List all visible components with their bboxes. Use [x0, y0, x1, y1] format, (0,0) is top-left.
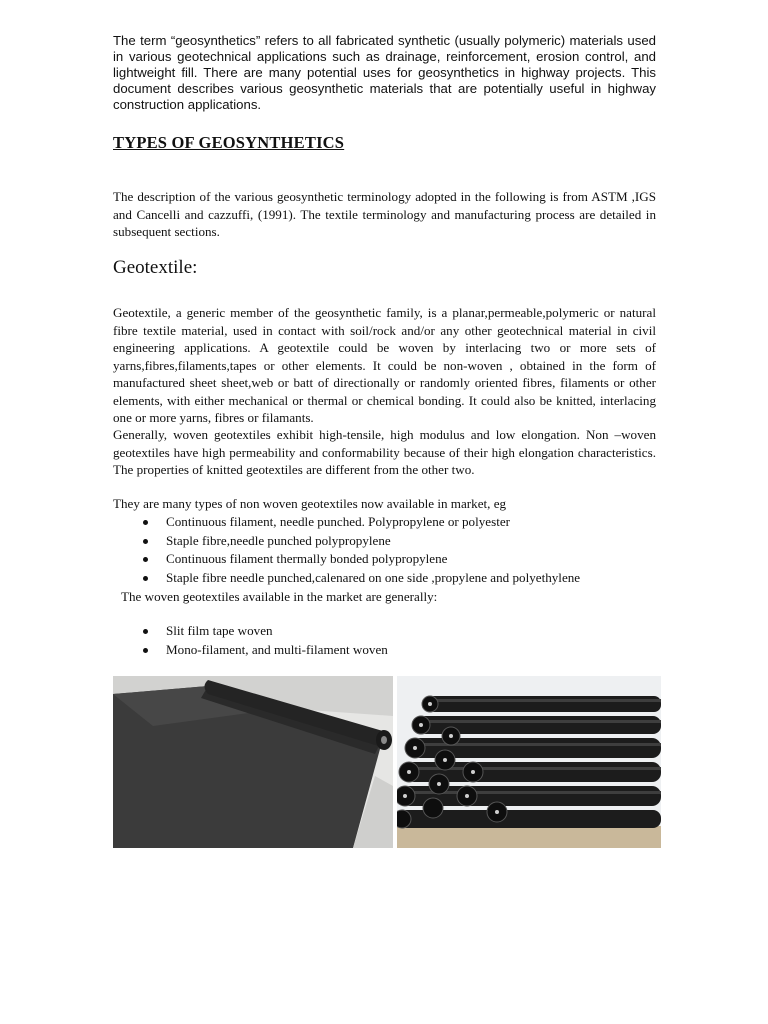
- woven-intro: The woven geotextiles available in the market are generally:: [121, 589, 438, 604]
- woven-list: [140, 622, 388, 659]
- list-item: Slit film tape woven: [140, 622, 388, 641]
- stacked-rolls-photo: [397, 676, 661, 848]
- intro-paragraph: The term “geosynthetics” refers to all fabricated synthetic (usually polymeric) materials used in various geotechnical applications such as drainage, reinforcement, erosion control, and lightweight fill. There are many potential uses for geosynthetics in highway projects. This document describes various geosynthetic materials that are potentially useful in highway construction applications.: [113, 33, 656, 112]
- woven-properties-paragraph: Generally, woven geotextiles exhibit high-tensile, high modulus and low elongation. Non –woven geotextiles have high permeability and conformability because of their high elongation characteristics. The properties of knitted geotextiles are different from the other two.: [113, 427, 656, 477]
- list-item: Staple fibre needle punched,calenared on one side ,propylene and polyethylene: [140, 569, 580, 588]
- section-heading: TYPES OF GEOSYNTHETICS: [113, 133, 345, 152]
- bullet-icon: [143, 576, 148, 581]
- geotextile-definition-paragraph: Geotextile, a generic member of the geosynthetic family, is a planar,permeable,polymeric or natural fibre textile material, used in contact with soil/rock and/or any other geotechnical material in civil engineering applications. A geotextile could be woven by interlacing two or more sets of yarns,fibres,filaments,tapes or other elements. It could be non-woven , obtained in the form of manufactured sheet sheet,web or batt of directionally or randomly oriented fibres, filaments or other elements, with either mechanical or thermal or chemical bonding. It could also be knitted, interlacing one or more yarns, fibres or filamants.: [113, 305, 656, 425]
- nonwoven-list: [140, 513, 580, 587]
- subsection-heading: Geotextile:: [113, 257, 198, 278]
- bullet-icon: [143, 520, 148, 525]
- geotextile-roll-photo: [113, 676, 393, 848]
- terminology-paragraph: The description of the various geosynthetic terminology adopted in the following is from ASTM ,IGS and Cancelli and cazzuffi, (1991). The textile terminology and manufacturing process are detailed in subsequent sections.: [113, 189, 656, 239]
- bullet-icon: [143, 557, 148, 562]
- nonwoven-intro: They are many types of non woven geotextiles now available in market, eg: [113, 496, 507, 511]
- list-item: Continuous filament thermally bonded polypropylene: [140, 550, 580, 569]
- list-item: Continuous filament, needle punched. Polypropylene or polyester: [140, 513, 580, 532]
- bullet-icon: [143, 539, 148, 544]
- bullet-icon: [143, 648, 148, 653]
- bullet-icon: [143, 629, 148, 634]
- list-item: Mono-filament, and multi-filament woven: [140, 641, 388, 660]
- list-item: Staple fibre,needle punched polypropylene: [140, 532, 580, 551]
